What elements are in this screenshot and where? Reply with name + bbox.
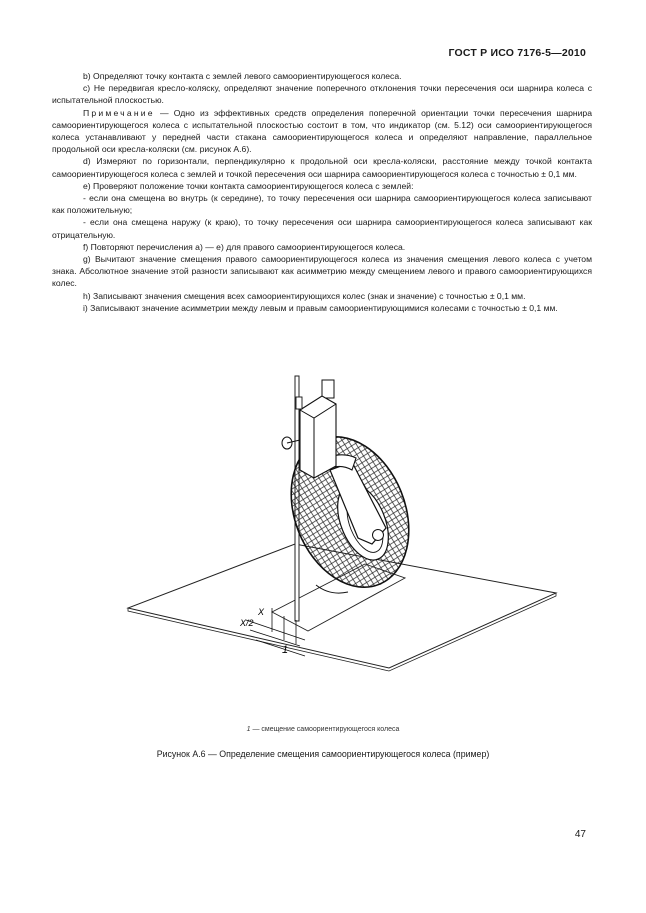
paragraph: d) Измеряют по горизонтали, перпендикулярно к продольной оси кресла-коляски, расстояние между точкой контакта самоориентирующегося колеса с землей и точкой пересечения оси шарнира самоориентирующегося колеса с точностью ± 0,1 мм. [52,156,592,179]
figure-key-text: — смещение самоориентирующегося колеса [250,726,400,733]
paragraph: i) Записывают значение асимметрии между левым и правым самоориентирующимися колесами с точностью ± 0,1 мм. [83,302,558,313]
paragraph: f) Повторяют перечисления а) — е) для правого самоориентирующегося колеса. [83,241,406,252]
paragraph: g) Вычитают значение смещения правого самоориентирующегося колеса из значения смещения левого колеса с учетом знака. Абсолютное значение этой разности записывают как асимметрию между смещением левого и правого самоориентирующихся колес. [52,254,592,289]
dimension-x-label: X [258,607,265,617]
figure-key-number: 1 [246,726,251,733]
document-header: ГОСТ Р ИСО 7176-5—2010 [448,47,586,59]
body-text [52,70,592,314]
figure-a6-drawing [0,360,646,690]
paragraph: - если она смещена наружу (к краю), то точку пересечения оси шарнира самоориентирующегося колеса записывают как отрицательную. [52,217,592,240]
note-label: Примечание [83,107,155,118]
paragraph: h) Записывают значения смещения всех самоориентирующихся колес (знак и значение) с точностью ± 0,1 мм. [83,290,526,301]
dimension-x-half-label: X/2 [240,618,254,628]
callout-1-label: 1 [282,644,289,656]
figure-key [0,726,646,733]
paragraph: - если она смещена во внутрь (к середине), то точку пересечения оси шарнира самоориентирующегося колеса записывают как положительную; [52,193,592,216]
note-text: — Одно из эффективных средств определения поперечной ориентации точки пересечения шарнира самоориентирующегося колеса с испытательной плоскостью состоит в том, что индикатор (см. 5.12) оси самоориентирующегося колеса устанавливают у передней части стакана самоориентирующегося колеса и определяют направление, параллельное продольной оси кресла-коляски (см. рисунок А.6). [52,107,592,155]
indicator-device [282,380,336,478]
note [52,107,592,156]
paragraph: e) Проверяют положение точки контакта самоориентирующегося колеса с землей: [83,180,414,191]
paragraph: c) Не передвигая кресло-коляску, определяют значение поперечного отклонения точки пересечения оси шарнира колеса с испытательной плоскостью. [52,83,592,106]
page-number: 47 [574,829,586,840]
figure-caption: Рисунок А.6 — Определение смещения самоориентирующегося колеса (пример) [156,749,490,759]
paragraph: b) Определяют точку контакта с землей левого самоориентирующегося колеса. [83,71,402,81]
